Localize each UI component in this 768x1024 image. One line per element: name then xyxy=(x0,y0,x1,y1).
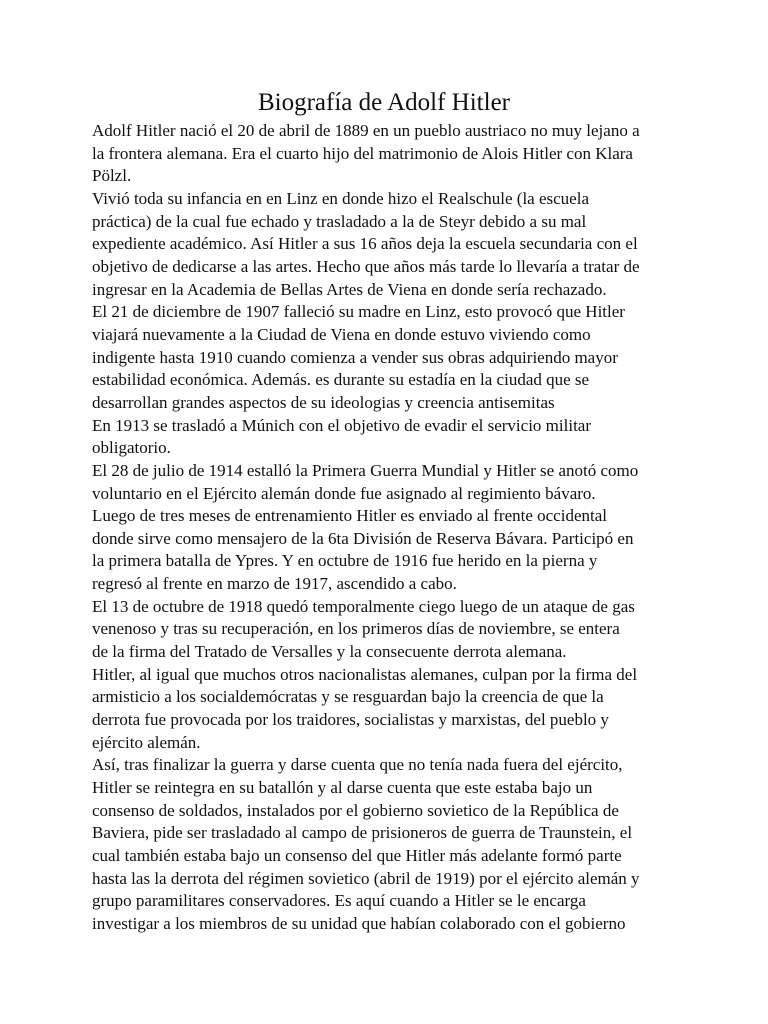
body-text-line: Vivió toda su infancia en en Linz en donde hizo el Realschule (la escuela xyxy=(92,188,589,208)
body-text-line: En 1913 se trasladó a Múnich con el objetivo de evadir el servicio militar xyxy=(92,415,591,435)
document-body xyxy=(92,120,682,936)
body-text-line: Luego de tres meses de entrenamiento Hitler es enviado al frente occidental xyxy=(92,506,607,526)
body-text-line: grupo paramilitares conservadores. Es aquí cuando a Hitler se le encarga xyxy=(92,891,586,911)
body-text-line: consenso de soldados, instalados por el gobierno sovietico de la República de xyxy=(92,800,619,820)
body-text-line: El 21 de diciembre de 1907 falleció su madre en Linz, esto provocó que Hitler xyxy=(92,302,625,322)
body-text-line: venenoso y tras su recuperación, en los primeros días de noviembre, se entera xyxy=(92,619,620,639)
body-text-line: Adolf Hitler nació el 20 de abril de 1889 en un pueblo austriaco no muy lejano a xyxy=(92,121,640,140)
body-text-line: estabilidad económica. Además. es durante su estadía en la ciudad que se xyxy=(92,370,590,390)
body-text-line: voluntario en el Ejército alemán donde fue asignado al regimiento bávaro. xyxy=(92,483,596,503)
body-text-line: donde sirve como mensajero de la 6ta División de Reserva Bávara. Participó en xyxy=(92,528,634,548)
body-text-line: El 28 de julio de 1914 estalló la Primera Guerra Mundial y Hitler se anotó como xyxy=(92,460,639,480)
body-text-line: ejército alemán. xyxy=(92,732,201,752)
body-text-line: Pölzl. xyxy=(92,166,132,186)
document-title: Biografía de Adolf Hitler xyxy=(257,89,510,116)
body-text-line: de la firma del Tratado de Versalles y la consecuente derrota alemana. xyxy=(92,642,567,662)
body-text-line: derrota fue provocada por los traidores, socialistas y marxistas, del pueblo y xyxy=(92,710,609,730)
body-text-line: regresó al frente en marzo de 1917, ascendido a cabo. xyxy=(92,574,457,594)
body-text-line: Así, tras finalizar la guerra y darse cuenta que no tenía nada fuera del ejército, xyxy=(92,755,623,775)
body-text-line: Hitler, al igual que muchos otros nacionalistas alemanes, culpan por la firma del xyxy=(92,664,638,684)
body-text-line: objetivo de dedicarse a las artes. Hecho que años más tarde lo llevaría a tratar de xyxy=(92,256,640,276)
body-text-line: Hitler se reintegra en su batallón y al darse cuenta que este estaba bajo un xyxy=(92,778,593,798)
body-text-line: expediente académico. Así Hitler a sus 16 años deja la escuela secundaria con el xyxy=(92,234,638,254)
body-text-line: Baviera, pide ser trasladado al campo de prisioneros de guerra de Traunstein, el xyxy=(92,823,633,843)
body-text-line: viajará nuevamente a la Ciudad de Viena en donde estuvo viviendo como xyxy=(92,324,591,344)
body-text-line: indigente hasta 1910 cuando comienza a vender sus obras adquiriendo mayor xyxy=(92,347,618,367)
body-text-line: la frontera alemana. Era el cuarto hijo del matrimonio de Alois Hitler con Klara xyxy=(92,143,633,163)
body-text-line: práctica) de la cual fue echado y trasladado a la de Steyr debido a su mal xyxy=(92,211,587,231)
body-text-line: armisticio a los socialdemócratas y se resguardan bajo la creencia de que la xyxy=(92,687,604,707)
body-text-line: investigar a los miembros de su unidad que habían colaborado con el gobierno xyxy=(92,913,626,933)
body-text-line: obligatorio. xyxy=(92,438,171,458)
body-text-line: desarrollan grandes aspectos de su ideologias y creencia antisemitas xyxy=(92,392,555,412)
body-text-line: cual también estaba bajo un consenso del que Hitler más adelante formó parte xyxy=(92,846,622,865)
body-text-line: ingresar en la Academia de Bellas Artes de Viena en donde sería rechazado. xyxy=(92,279,607,299)
body-text-line: El 13 de octubre de 1918 quedó temporalmente ciego luego de un ataque de gas xyxy=(92,596,635,616)
body-text-line: hasta las la derrota del régimen sovietico (abril de 1919) por el ejército alemán y xyxy=(92,868,640,888)
body-text-line: la primera batalla de Ypres. Y en octubre de 1916 fue herido en la pierna y xyxy=(92,551,598,571)
